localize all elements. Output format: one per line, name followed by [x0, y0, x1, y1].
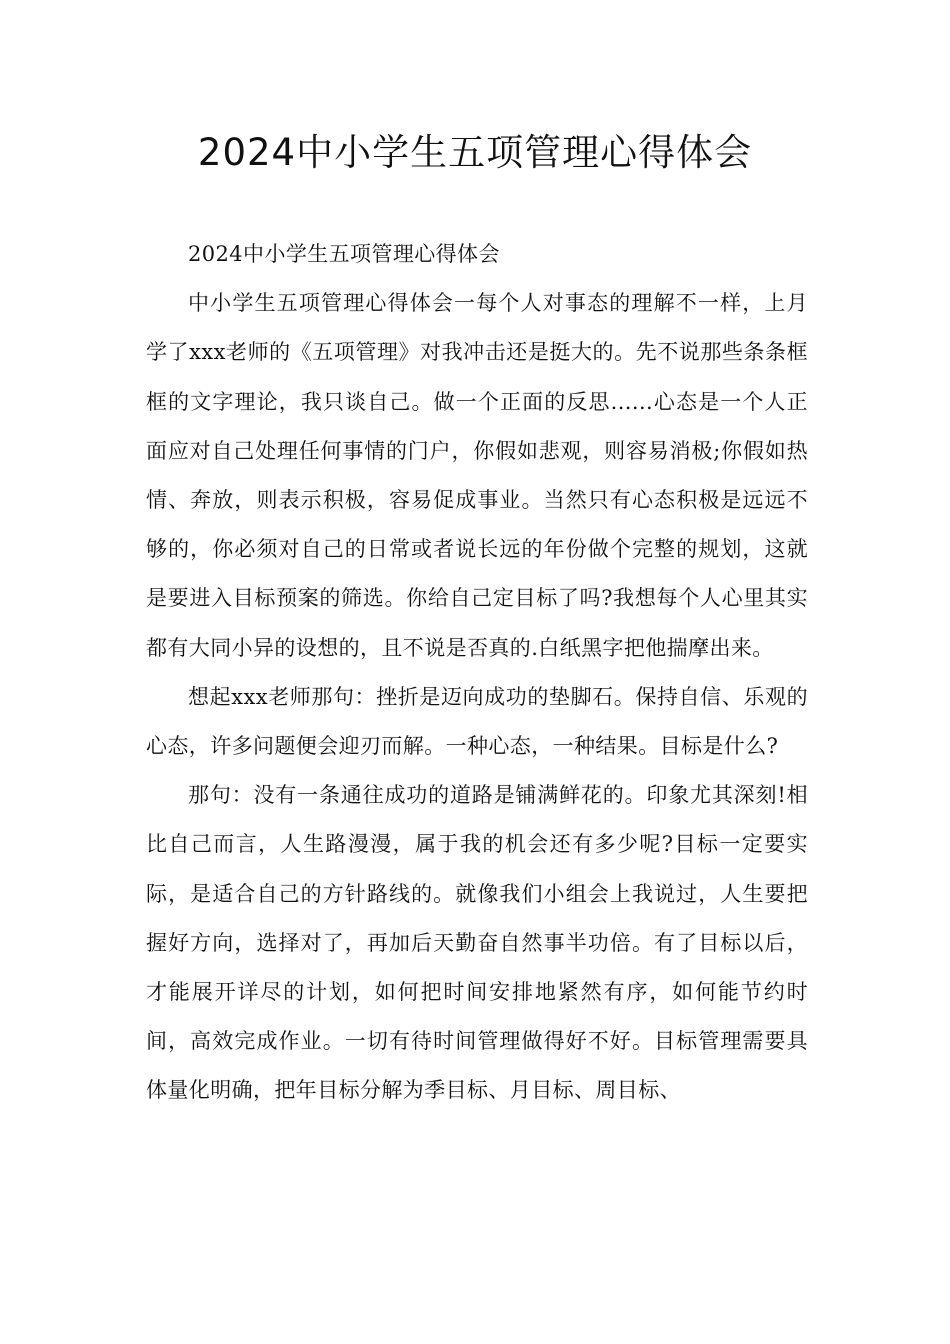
document-subtitle: 2024中小学生五项管理心得体会 — [188, 242, 500, 266]
paragraph-1: 中小学生五项管理心得体会一每个人对事态的理解不一样，上月学了xxx老师的《五项管理》对我冲击还是挺大的。先不说那些条条框框的文字理论，我只谈自己。做一个正面的反思......心态是一个人正面应对自己处理任何事情的门户，你假如悲观，则容易消极;你假如热情、奔放，则表示积极，容易促成事业。当然只有心态积极是远远不够的，你必须对自己的日常或者说长远的年份做个完整的规划，这就是要进入目标预案的筛选。你给自己定目标了吗?我想每个人心里其实都有大同小异的设想的，且不说是否真的.白纸黑字把他揣摩出来。 — [146, 291, 808, 660]
paragraph-3: 那句：没有一条通往成功的道路是铺满鲜花的。印象尤其深刻!相比自己而言，人生路漫漫，属于我的机会还有多少呢?目标一定要实际，是适合自己的方针路线的。就像我们小组会上我说过，人生要把握好方向，选择对了，再加后天勤奋自然事半功倍。有了目标以后，才能展开详尽的计划，如何把时间安排地紧然有序，如何能节约时间，高效完成作业。一切有待时间管理做得好不好。目标管理需要具体量化明确，把年目标分解为季目标、月目标、周目标、 — [146, 783, 808, 1103]
paragraph-2: 想起xxx老师那句：挫折是迈向成功的垫脚石。保持自信、乐观的心态，许多问题便会迎刃而解。一种心态，一种结果。目标是什么? — [146, 684, 808, 759]
document-body — [146, 230, 808, 1116]
document-title: 2024中小学生五项管理心得体会 — [197, 131, 753, 174]
